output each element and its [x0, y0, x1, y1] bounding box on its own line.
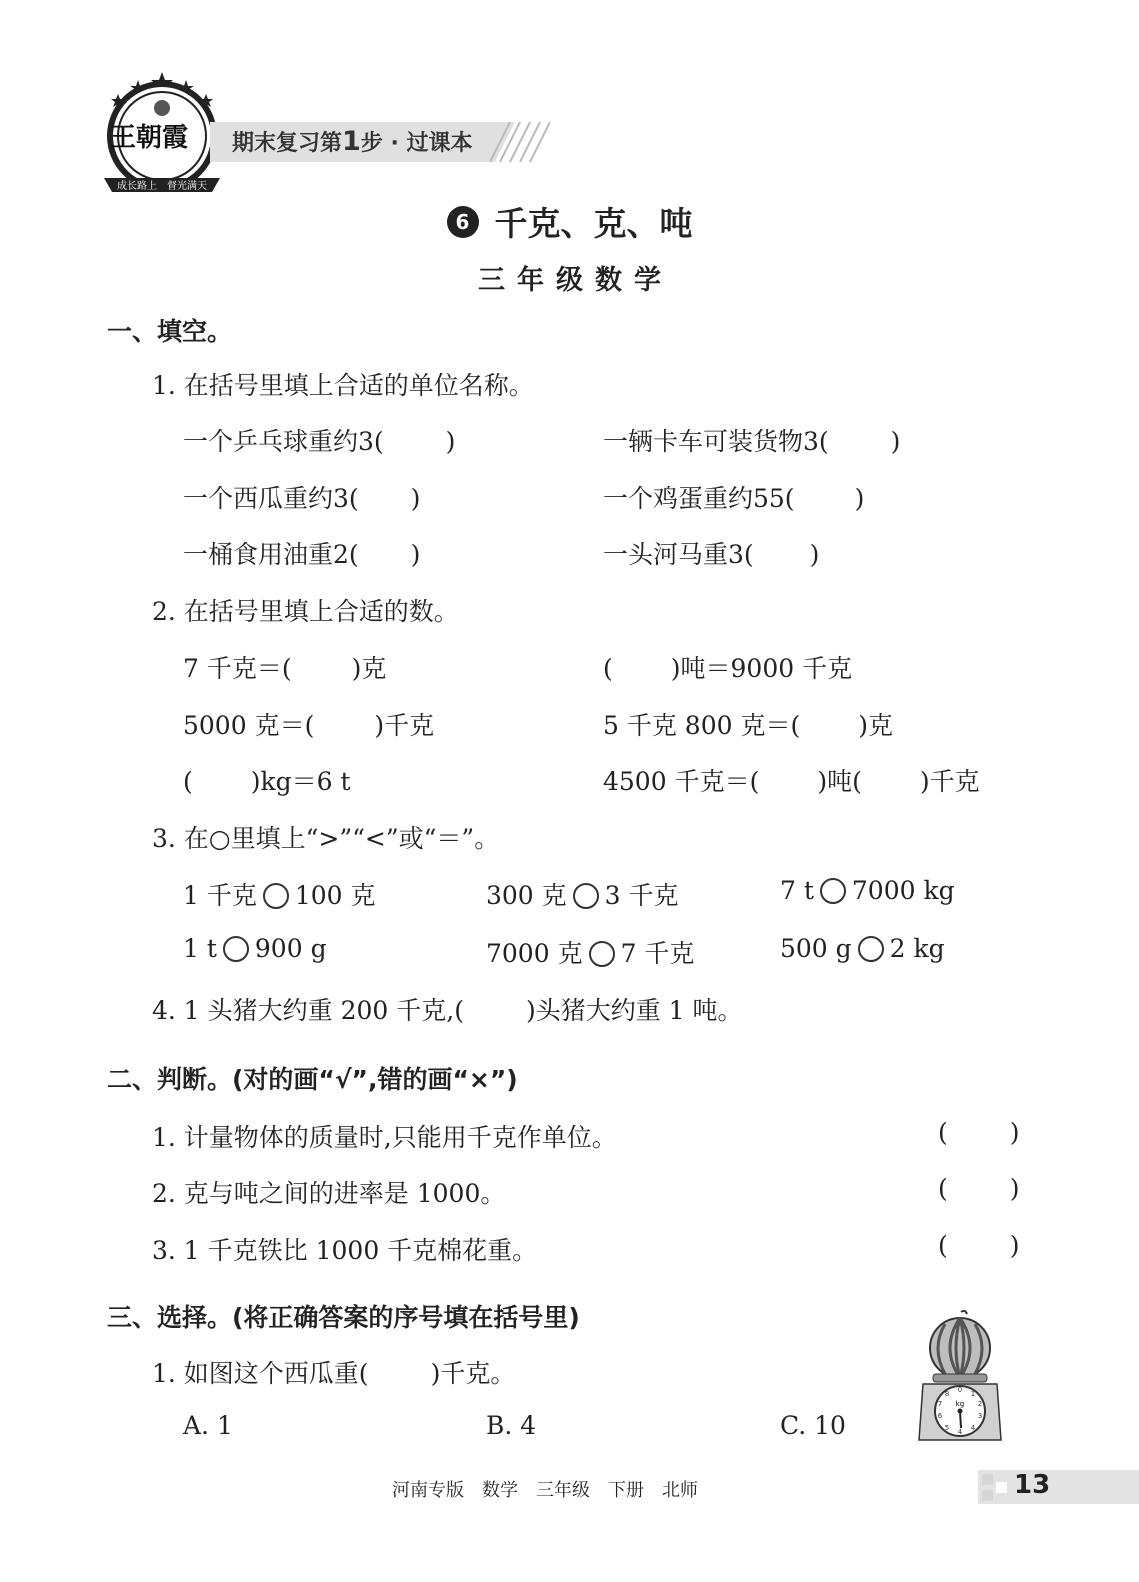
watermelon-scale-image — [915, 1308, 1005, 1443]
q1-item: 一辆卡车可装货物3( ) — [603, 427, 901, 456]
q2-item: 7 千克＝( )克 — [183, 654, 387, 683]
svg-text:4: 4 — [970, 1424, 976, 1432]
section2-heading: 二、判断。(对的画“√”,错的画“×”) — [107, 1065, 518, 1094]
q3-item: 7 t 7000 kg — [780, 876, 955, 905]
compare-circle — [820, 878, 846, 904]
q1-label: 1. 在括号里填上合适的单位名称。 — [152, 371, 534, 400]
answer-paren: ( ) — [938, 1174, 1020, 1203]
option-a: A. 1 — [183, 1411, 233, 1440]
scale-unit-label: kg — [955, 1400, 965, 1408]
q1-item: 一桶食用油重2( ) — [183, 540, 421, 569]
q1-item: 一个鸡蛋重约55( ) — [603, 484, 865, 513]
svg-text:7: 7 — [937, 1400, 943, 1408]
q1-item: 一头河马重3( ) — [603, 540, 820, 569]
compare-circle — [573, 883, 599, 909]
choice-question: 1. 如图这个西瓜重( )千克。 — [152, 1359, 516, 1388]
decor-square — [982, 1490, 993, 1501]
svg-text:0: 0 — [957, 1386, 963, 1394]
q2-item: 5 千克 800 克＝( )克 — [603, 711, 893, 740]
q1-item: 一个乒乓球重约3( ) — [183, 427, 456, 456]
page-title — [0, 198, 1139, 245]
svg-text:4: 4 — [957, 1428, 963, 1436]
compare-circle — [223, 936, 249, 962]
decor-square — [982, 1474, 993, 1485]
q2-item: ( )kg＝6 t — [183, 767, 351, 796]
unit-title: 千克、克、吨 — [494, 204, 693, 243]
page-subtitle: 三年级数学 — [478, 265, 673, 296]
svg-text:8: 8 — [944, 1390, 950, 1398]
q3-item: 500 g 2 kg — [780, 934, 945, 963]
decor-square — [996, 1482, 1007, 1493]
q3-label: 3. 在○里填上“>”“<”或“＝”。 — [152, 824, 500, 853]
svg-text:3: 3 — [977, 1412, 983, 1420]
section3-heading: 三、选择。(将正确答案的序号填在括号里) — [107, 1303, 580, 1332]
q3-item: 1 t 900 g — [183, 934, 327, 963]
option-c: C. 10 — [780, 1411, 846, 1440]
unit-number-badge: 6 — [447, 206, 479, 238]
q4: 4. 1 头猪大约重 200 千克,( )头猪大约重 1 吨。 — [152, 996, 743, 1025]
logo-text: 王朝霞 — [110, 123, 189, 153]
q3-item: 7000 克 7 千克 — [486, 939, 695, 968]
compare-circle — [263, 883, 289, 909]
compare-circle — [589, 941, 615, 967]
answer-paren: ( ) — [938, 1118, 1020, 1147]
answer-paren: ( ) — [938, 1231, 1020, 1260]
option-b: B. 4 — [486, 1411, 537, 1440]
svg-text:成长路上 督光满天: 成长路上 督光满天 — [117, 181, 207, 192]
footer-text: 河南专版 数学 三年级 下册 北师 — [392, 1480, 698, 1501]
svg-text:5: 5 — [944, 1424, 950, 1432]
q1-item: 一个西瓜重约3( ) — [183, 484, 421, 513]
compare-circle — [858, 936, 884, 962]
svg-text:2: 2 — [977, 1400, 983, 1408]
judge-item: 1. 计量物体的质量时,只能用千克作单位。 — [152, 1123, 617, 1152]
judge-item: 3. 1 千克铁比 1000 千克棉花重。 — [152, 1236, 538, 1265]
svg-text:1: 1 — [970, 1390, 976, 1398]
q2-label: 2. 在括号里填上合适的数。 — [152, 597, 459, 626]
banner-text: 期末复习第1步 · 过课本 — [232, 126, 473, 157]
q3-item: 300 克 3 千克 — [486, 881, 679, 910]
svg-text:6: 6 — [937, 1412, 943, 1420]
section1-heading: 一、填空。 — [107, 317, 233, 346]
q2-item: ( )吨＝9000 千克 — [603, 654, 853, 683]
judge-item: 2. 克与吨之间的进率是 1000。 — [152, 1179, 506, 1208]
q3-item: 1 千克 100 克 — [183, 881, 376, 910]
q2-item: 5000 克＝( )千克 — [183, 711, 435, 740]
q2-item: 4500 千克＝( )吨( )千克 — [603, 767, 980, 796]
page-number: 13 — [1014, 1470, 1051, 1500]
